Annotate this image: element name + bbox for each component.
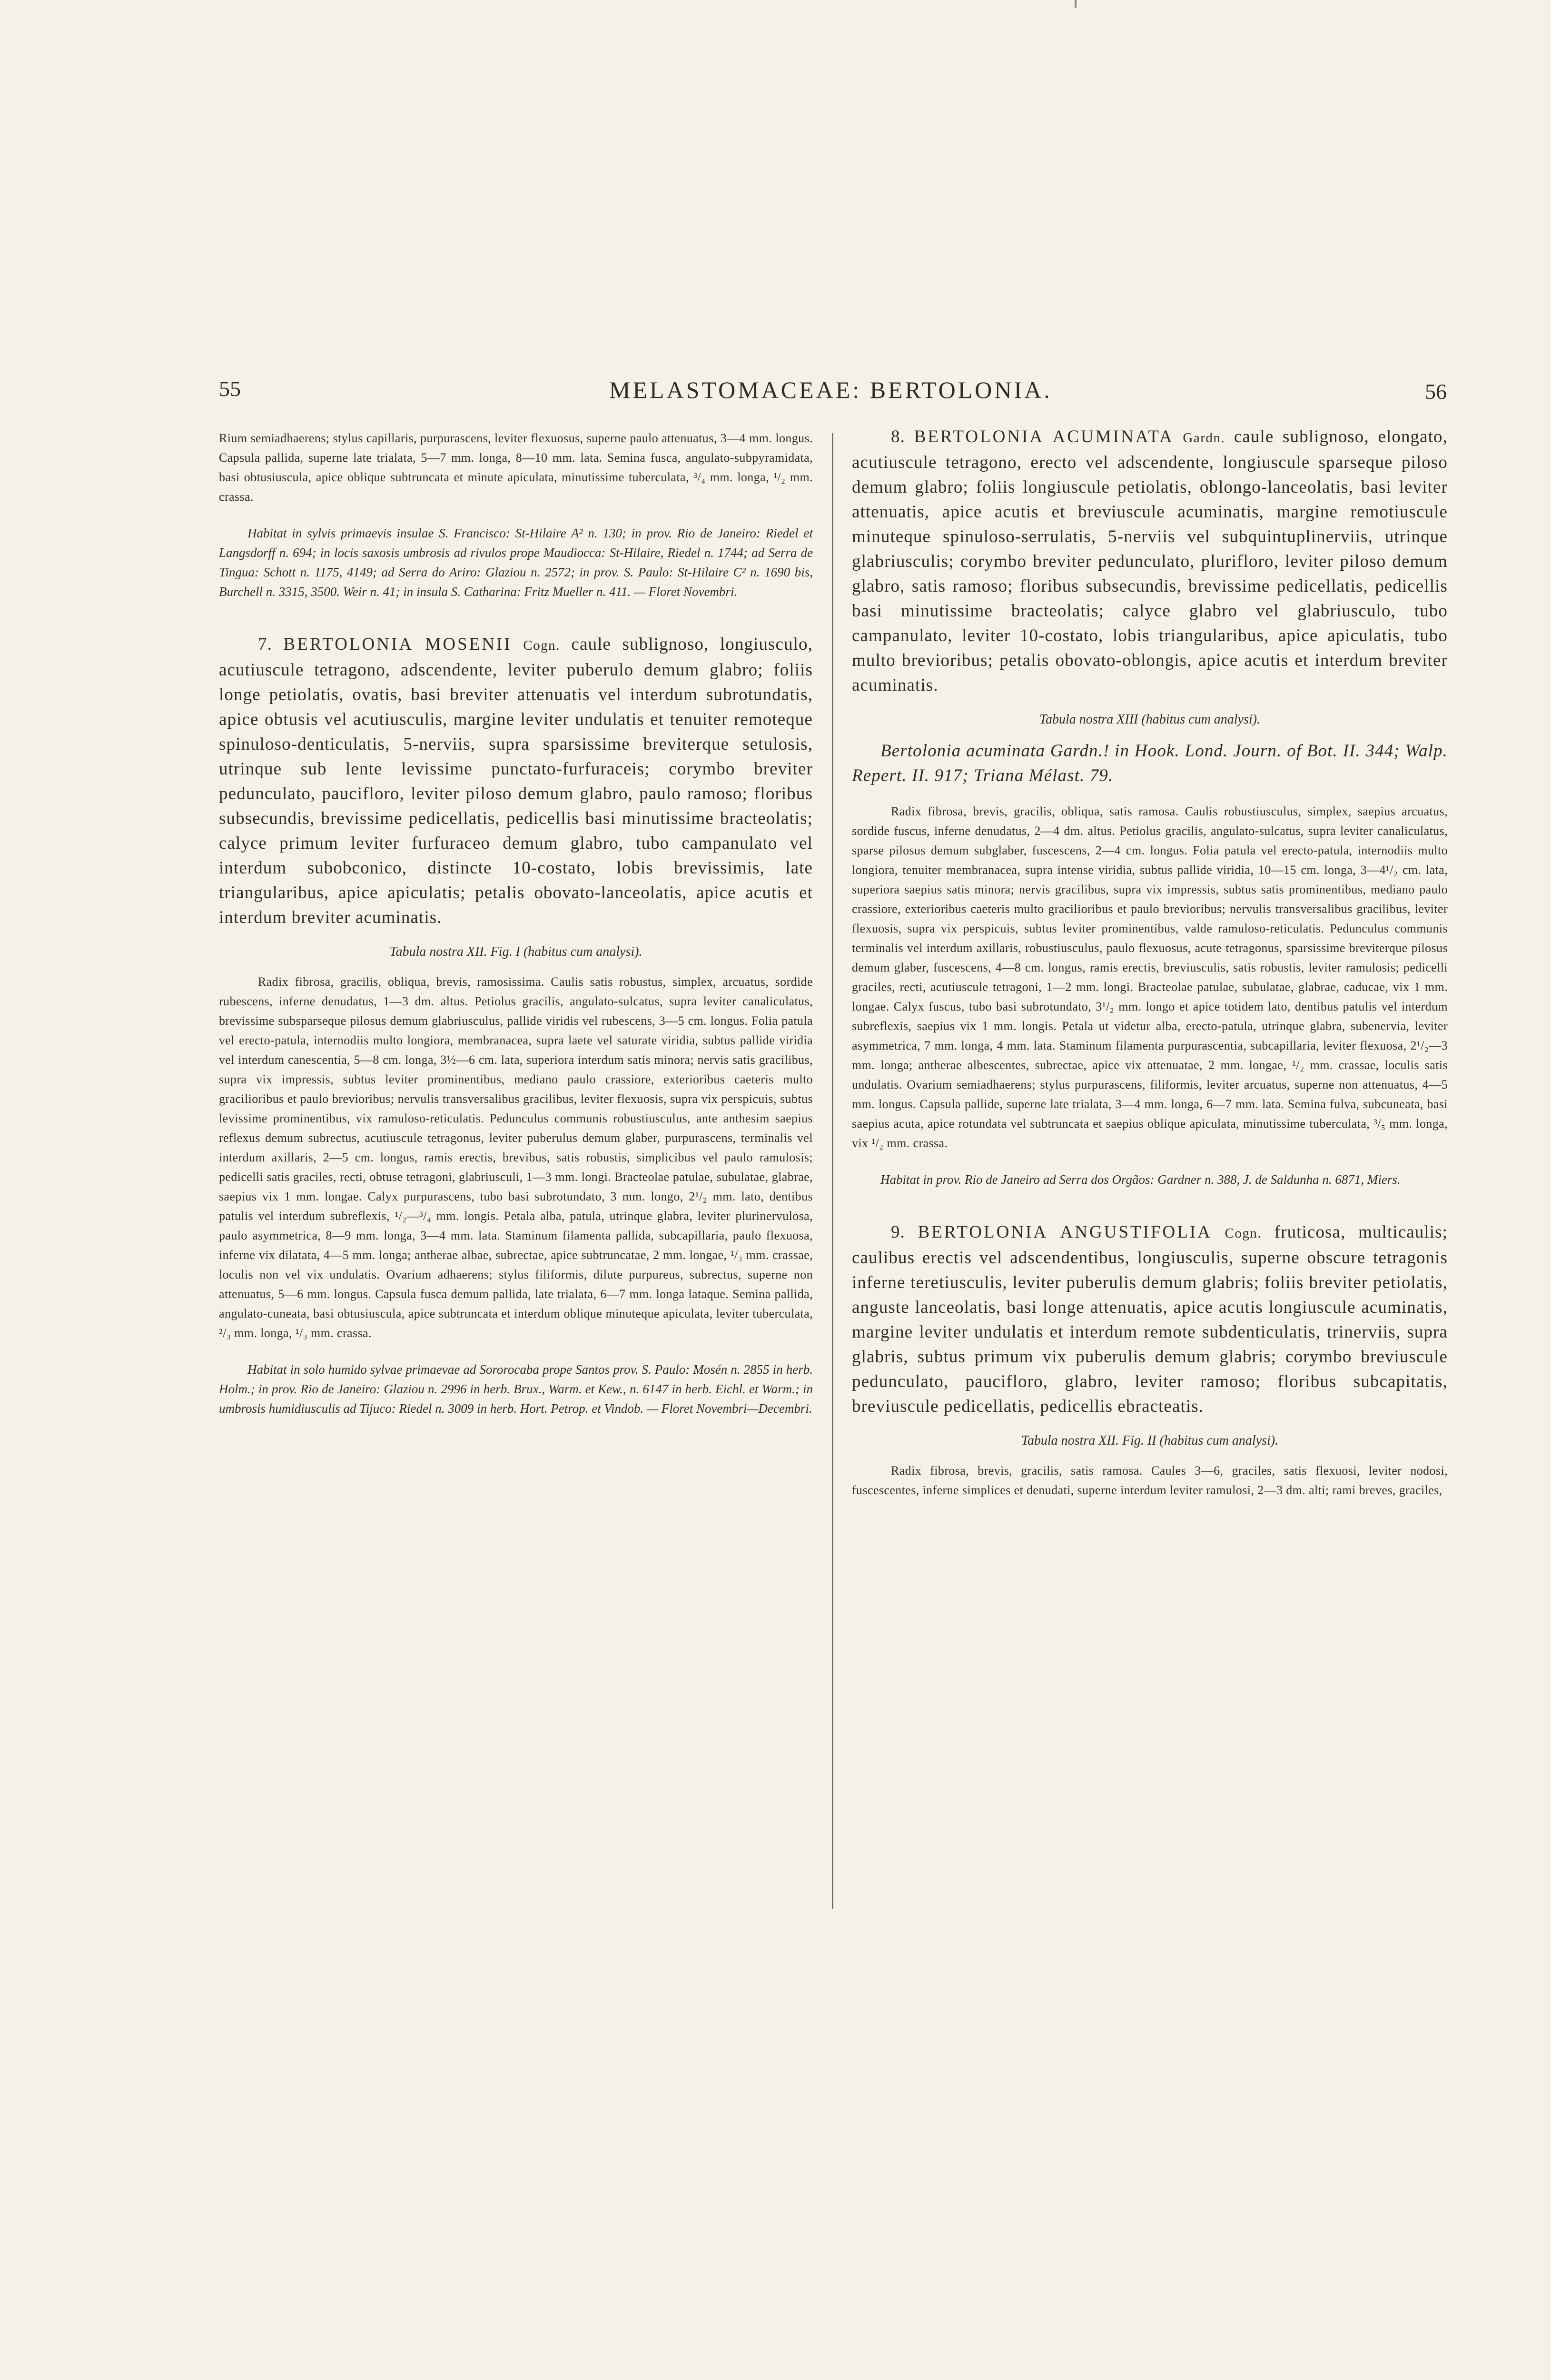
species-7-diagnosis [219, 632, 813, 930]
species-number: 7. [258, 635, 272, 654]
species-author: Cogn. [1225, 1226, 1262, 1241]
page-number-right: 56 [1425, 379, 1447, 404]
species-description: Radix fibrosa, brevis, gracilis, satis ramosa. Caules 3—6, graciles, satis flexuosi, leviter nodosi, fuscescentes, inferne simplices et denudati, superne interdum leviter ramulosi, 2—3 dm. alti; rami breves, graciles, [852, 1464, 1448, 1497]
habitat-paragraph: Habitat in sylvis primaevis insulae S. Francisco: St-Hilaire A² n. 130; in prov. Rio de Janeiro: Riedel et Langsdorff n. 694; in locis saxosis umbrosis ad rivulos prope Maudiocca: St-Hilaire, Riedel n. 1744; ad Serra de Tingua: Schott n. 1175, 4149; ad Serra do Ariro: Glaziou n. 2572; in prov. S. Paulo: St-Hilaire C² n. 1690 bis, Burchell n. 3315, 3500. Weir n. 41; in insula S. Catharina: Fritz Mueller n. 411. — Floret Novembri. [219, 526, 813, 599]
plate-reference: Tabula nostra XII. Fig. I (habitus cum analysi). [389, 944, 642, 959]
left-column [219, 428, 813, 1418]
synonymy: Bertolonia acuminata Gardn.! in Hook. Lond. Journ. of Bot. II. 344; Walp. Repert. II. 917; Triana Mélast. 79. [852, 741, 1448, 785]
species-9-diagnosis [852, 1220, 1448, 1419]
column-divider [832, 433, 833, 1909]
species-8-diagnosis [852, 425, 1448, 698]
species-description: Radix fibrosa, gracilis, obliqua, brevis, ramosissima. Caulis satis robustus, simplex, arcuatus, sordide rubescens, inferne denudatus, 1—3 dm. altus. Petiolus gracilis, angulato-sulcatus, supra leviter canaliculatus, brevissime subsparseque pilosus demum glabriusculus, pallide viridis vel rubescens, 3—5 cm. longus. Folia patula vel erecto-patula, internodiis multo longiora, membranacea, supra laete vel saturate viridia, subtus pallide viridia vel interdum canescentia, 5—8 cm. longa, 3½—6 cm. lata, superiora interdum satis minora; nervis satis gracilibus, supra vix impressis, subtus leviter prominentibus, mediano paulo crassiore, exterioribus caeteris multo gracilioribus et paulo brevioribus; nervulis transversalibus gracilibus, leviter flexuosis, supra vix perspicuis, subtus levissime prominentibus, vix ramuloso-reticulatis. Pedunculus communis robustiusculus, ante anthesim saepius reflexus demum subrectus, acutiuscule tetragonus, leviter puberulus demum glaber, purpurascens, terminalis vel interdum axillaris, 2—5 cm. longus, ramis erectis, brevibus, satis robustis, simplicibus vel paulo ramulosis; pedicelli satis graciles, recti, obtuse tetragoni, glabriusculi, 1—3 mm. longi. Bracteolae patulae, subulatae, glabrae, saepius vix 1 mm. longae. Calyx purpurascens, tubo basi subrotundato, 3 mm. longo, 2¹/₂ mm. lato, dentibus patulis vel interdum subreflexis, ¹/₂—³/₄ mm. longis. Petala alba, patula, utrinque glabra, leviter plurinervulosa, paulo asymmetrica, 8—9 mm. longa, 3—4 mm. lata. Staminum filamenta pallida, subcapillaria, paulo flexuosa, inferne vix dilatata, 4—5 mm. longa; antherae albae, subrectae, apice subtruncatae, 2 mm. longae, ¹/₃ mm. crassae, loculis non vel vix undulatis. Ovarium adhaerens; stylus filiformis, dilute purpureus, subrectus, superne non attenuatus, 5—6 mm. longus. Capsula fusca demum pallida, late trialata, 6—7 mm. longa lataque. Semina pallida, angulato-cuneata, basi obtusiuscula, apice subtruncata et interdum oblique minuteque apiculata, leviter tuberculata, ²/₃ mm. longa, ¹/₃ mm. crassa. [219, 975, 813, 1340]
species-name: BERTOLONIA ACUMINATA [914, 427, 1174, 446]
plate-reference: Tabula nostra XII. Fig. II (habitus cum analysi). [1021, 1433, 1279, 1448]
habitat-paragraph: Habitat in solo humido sylvae primaevae ad Sororocaba prope Santos prov. S. Paulo: Mosén n. 2855 in herb. Holm.; in prov. Rio de Janeiro: Glaziou n. 2996 in herb. Brux., Warm. et Kew., n. 6147 in herb. Eichl. et Warm.; in umbrosis humidiusculis ad Tijuco: Riedel n. 3009 in herb. Hort. Petrop. et Vindob. — Floret Novembri—Decembri. [219, 1362, 813, 1416]
species-name: BERTOLONIA ANGUSTIFOLIA [918, 1222, 1212, 1242]
continued-description: Rium semiadhaerens; stylus capillaris, purpurascens, leviter flexuosus, superne paulo attenuatus, 3—4 mm. longus. Capsula pallida, superne late trialata, 5—7 mm. longa, 8—10 mm. lata. Semina fusca, angulato-subpyramidata, basi obtusiuscula, apice oblique subtruncata et minute apiculata, minutissime tuberculata, ³/₄ mm. longa, ¹/₂ mm. crassa. [219, 431, 813, 504]
right-column [852, 428, 1448, 1500]
species-author: Cogn. [523, 638, 560, 653]
species-description: Radix fibrosa, brevis, gracilis, obliqua, satis ramosa. Caulis robustiusculus, simplex, saepius arcuatus, sordide fuscus, inferne denudatus, 2—4 dm. altus. Petiolus gracilis, angulato-sulcatus, supra leviter canaliculatus, sparse pilosus demum subglaber, fuscescens, 2—4 cm. longus. Folia patula vel erecto-patula, internodiis multo longiora, tenuiter membranacea, supra intense viridia, subtus pallide viridia, 10—15 cm. longa, 3—4¹/₂ cm. lata, superiora saepius satis minora; nervis gracilibus, supra vix impressis, subtus satis prominentibus, mediano paulo crassiore, exterioribus caeteris multo gracilioribus et paulo brevioribus; nervulis transversalibus gracilibus, leviter flexuosis, supra vix perspicuis, subtus leviter prominentibus, valde ramuloso-reticulatis. Pedunculus communis terminalis vel interdum axillaris, robustiusculus, paulo flexuosus, acute tetragonus, sparsissime breviterque pilosus demum glaber, fuscescens, 4—8 cm. longus, ramis erectis, breviusculis, satis robustis, leviter ramulosis; pedicelli graciles, recti, acutiuscule tetragoni, 1—2 mm. longi. Bracteolae patulae, subulatae, glabrae, caducae, vix 1 mm. longae. Calyx fuscus, tubo basi subrotundato, 3¹/₂ mm. longo et apice totidem lato, dentibus patulis vel interdum subreflexis, saepius vix 1 mm. longis. Petala ut videtur alba, erecto-patula, utrinque glabra, subenervia, leviter asymmetrica, 7 mm. longa, 4 mm. lata. Staminum filamenta purpurascentia, subcapillaria, leviter flexuosa, 2¹/₂—3 mm. longa; antherae albescentes, subrectae, apice vix attenuatae, 2 mm. longae, ¹/₂ mm. crassae, loculis satis undulatis. Ovarium semiadhaerens; stylus purpurascens, filiformis, leviter arcuatus, superne non attenuatus, 4—5 mm. longus. Capsula pallide, superne late trialata, 3—4 mm. longa, 6—7 mm. lata. Semina fulva, subcuneata, basi saepius acuta, apice rotundata vel subtruncata et saepius oblique apiculata, minutissime tuberculata, ³/₅ mm. longa, vix ¹/₂ mm. crassa. [852, 804, 1448, 1150]
running-header [219, 376, 1447, 409]
habitat-paragraph: Habitat in prov. Rio de Janeiro ad Serra dos Orgãos: Gardner n. 388, J. de Saldunha n. 6871, Miers. [880, 1172, 1401, 1187]
plate-reference: Tabula nostra XIII (habitus cum analysi). [1039, 712, 1261, 727]
species-name: BERTOLONIA MOSENII [283, 635, 512, 654]
species-number: 8. [891, 427, 905, 446]
page-number-left: 55 [219, 377, 241, 401]
diagnosis-text: caule sublignoso, longiusculo, acutiuscule tetragono, adscendente, leviter puberulo demum glabro; foliis longe petiolatis, ovatis, basi breviter attenuatis vel interdum subrotundatis, apice obtusis vel acutiusculis, margine leviter undulatis et tenuiter remoteque spinuloso-denticulatis, 5-nerviis, supra sparsissime breviterque setulosis, utrinque sub lente levissime punctato-furfuraceis; corymbo breviter pedunculato, paucifloro, leviter piloso demum glabro, paulo ramoso; floribus subsecundis, brevissime pedicellatis, pedicellis basi minutissime bracteolatis; calyce primum leviter furfuraceo demum glabro, tubo campanulato vel interdum subobconico, distincte 10-costato, lobis brevissimis, late triangularibus, apice apiculatis; petalis obovato-lanceolatis, apice acutis et interdum breviter acuminatis. [219, 635, 813, 927]
running-title: MELASTOMACEAE: BERTOLONIA. [609, 377, 1052, 403]
species-author: Gardn. [1183, 430, 1225, 446]
scan-mark [1075, 0, 1077, 8]
diagnosis-text: caule sublignoso, elongato, acutiuscule tetragono, erecto vel adscendente, longiuscule sparseque piloso demum glabro; foliis longiuscule petiolatis, oblongo-lanceolatis, basi leviter attenuatis, apice acutis et breviuscule acuminatis, margine remotiuscule minuteque spinuloso-serrulatis, 5-nerviis vel subquintuplinerviis, utrinque glabriusculis; corymbo breviter pedunculato, plurifloro, leviter piloso demum glabro, satis ramoso; floribus subsecundis, brevissime pedicellatis, pedicellis basi minutissime bracteolatis; calyce glabro vel glabriusculo, tubo campanulato, leviter 10-costato, lobis triangularibus, apice apiculatis, tubo multo brevioribus; petalis obovato-oblongis, apice acutis et interdum breviter acuminatis. [852, 427, 1448, 695]
diagnosis-text: fruticosa, multicaulis; caulibus erectis vel adscendentibus, longiusculis, superne obscure tetragonis inferne teretiusculis, leviter puberulis demum glabris; foliis breviter petiolatis, anguste lanceolatis, basi longe attenuatis, apice acutis longiuscule acuminatis, margine leviter undulatis et interdum remote subdenticulatis, trinerviis, supra glabris, subtus primum vix puberulis demum glabris; corymbo breviuscule pedunculato, paucifloro, glabro, leviter ramoso; floribus subcapitatis, breviuscule pedicellatis, pedicellis ebracteatis. [852, 1222, 1448, 1416]
species-number: 9. [891, 1222, 905, 1242]
